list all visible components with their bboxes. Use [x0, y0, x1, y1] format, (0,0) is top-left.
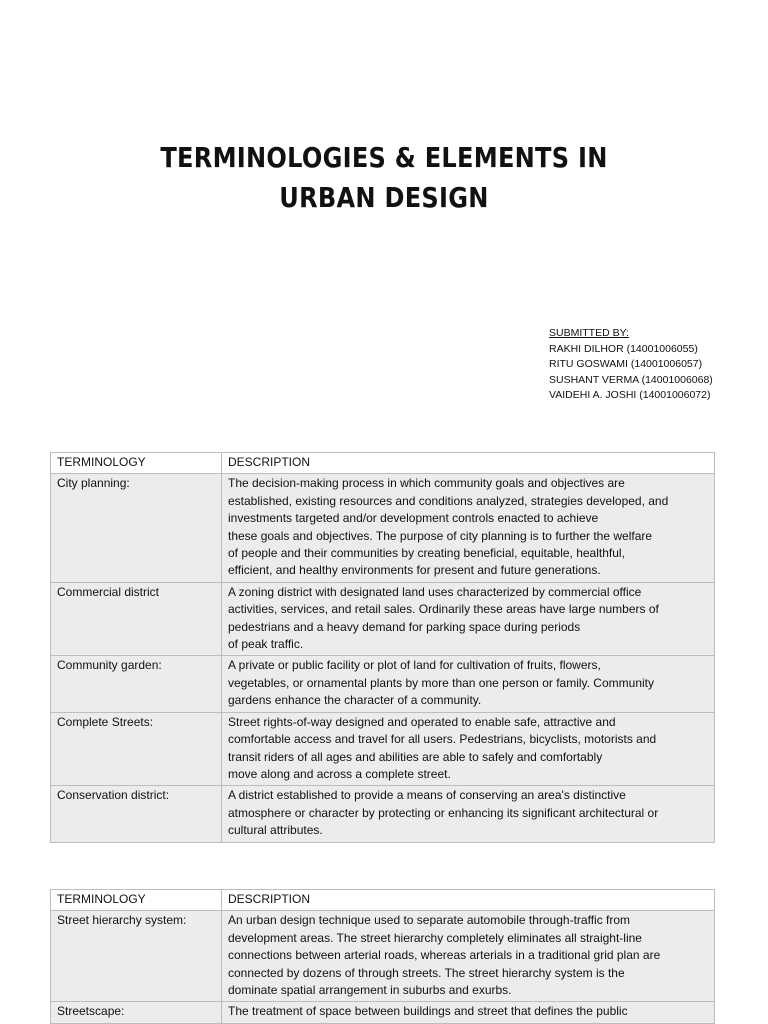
description-line: cultural attributes. — [228, 823, 323, 838]
table-header-row — [51, 453, 715, 474]
terminology-table-2 — [50, 889, 715, 1024]
description-line: vegetables, or ornamental plants by more than one person or family. Community — [228, 675, 654, 690]
description-cell — [222, 656, 715, 712]
description-line: gardens enhance the character of a community. — [228, 693, 482, 708]
header-terminology: TERMINOLOGY — [51, 453, 222, 474]
term-cell: Conservation district: — [51, 786, 222, 842]
table-row — [51, 582, 715, 656]
header-description: DESCRIPTION — [222, 453, 715, 474]
terminology-table-1 — [50, 452, 715, 843]
description-cell — [222, 786, 715, 842]
table-row — [51, 474, 715, 582]
description-line: of people and their communities by creating beneficial, equitable, healthful, — [228, 546, 625, 561]
description-line: A district established to provide a means of conserving an area's distinctive — [228, 788, 626, 803]
table-row — [51, 911, 715, 1002]
term-cell: Complete Streets: — [51, 712, 222, 786]
term-cell: Commercial district — [51, 582, 222, 656]
description-cell — [222, 582, 715, 656]
header-description: DESCRIPTION — [222, 890, 715, 911]
title-line-1: TERMINOLOGIES & ELEMENTS IN — [160, 141, 608, 174]
submitted-by-block — [549, 326, 713, 404]
description-line: of peak traffic. — [228, 637, 304, 652]
term-cell: City planning: — [51, 474, 222, 582]
description-line: transit riders of all ages and abilities are able to safely and comfortably — [228, 749, 603, 764]
description-line: A zoning district with designated land uses characterized by commercial office — [228, 584, 642, 599]
title-line-2: URBAN DESIGN — [279, 181, 489, 214]
description-line: An urban design technique used to separate automobile through-traffic from — [228, 913, 631, 928]
page-title — [54, 138, 714, 218]
description-line: efficient, and healthy environments for present and future generations. — [228, 563, 601, 578]
author-name: RAKHI DILHOR (14001006055) — [549, 342, 698, 355]
author-name: VAIDEHI A. JOSHI (14001006072) — [549, 389, 711, 401]
description-cell — [222, 474, 715, 582]
description-line: activities, services, and retail sales. Ordinarily these areas have large numbers of — [228, 602, 659, 617]
term-cell: Community garden: — [51, 656, 222, 712]
description-line: Street rights-of-way designed and operated to enable safe, attractive and — [228, 714, 616, 729]
term-cell: Street hierarchy system: — [51, 911, 222, 1002]
description-line: move along and across a complete street. — [228, 766, 451, 781]
author-name: RITU GOSWAMI (14001006057) — [549, 358, 703, 370]
description-cell — [222, 1002, 715, 1023]
description-line: The decision-making process in which community goals and objectives are — [228, 476, 625, 491]
description-line: comfortable access and travel for all users. Pedestrians, bicyclists, motorists and — [228, 732, 657, 747]
description-line: A private or public facility or plot of land for cultivation of fruits, flowers, — [228, 658, 601, 673]
description-line: these goals and objectives. The purpose of city planning is to further the welfare — [228, 528, 653, 543]
table-header-row — [51, 890, 715, 911]
description-line: dominate spatial arrangement in suburbs and exurbs. — [228, 983, 512, 998]
description-line: atmosphere or character by protecting or enhancing its significant architectural or — [228, 805, 659, 820]
author-name: SUSHANT VERMA (14001006068) — [549, 373, 713, 386]
table-row — [51, 786, 715, 842]
description-line: The treatment of space between buildings and street that defines the public — [228, 1004, 628, 1019]
description-cell — [222, 911, 715, 1002]
table-row — [51, 1002, 715, 1023]
description-line: connections between arterial roads, whereas arterials in a traditional grid plan are — [228, 948, 661, 963]
description-line: investments targeted and/or development controls enacted to achieve — [228, 511, 599, 526]
description-line: connected by dozens of through streets. The street hierarchy system is the — [228, 965, 625, 980]
description-cell — [222, 712, 715, 786]
submitted-by-heading: SUBMITTED BY: — [549, 327, 629, 339]
header-terminology: TERMINOLOGY — [51, 890, 222, 911]
term-cell: Streetscape: — [51, 1002, 222, 1023]
description-line: development areas. The street hierarchy completely eliminates all straight-line — [228, 930, 642, 945]
description-line: pedestrians and a heavy demand for parking space during periods — [228, 619, 581, 634]
table-row — [51, 656, 715, 712]
table-row — [51, 712, 715, 786]
description-line: established, existing resources and conditions analyzed, strategies developed, and — [228, 493, 669, 508]
